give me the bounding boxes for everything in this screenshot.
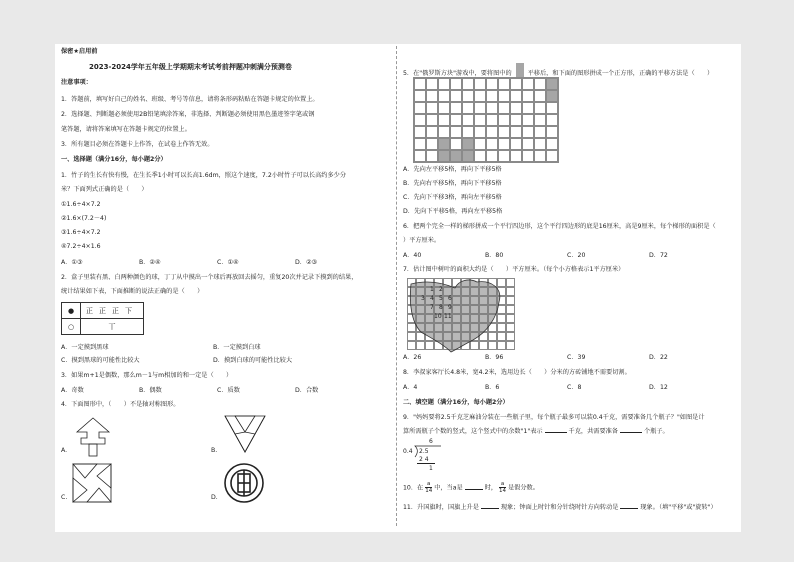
q1-text: 米？下面列式正确的是（ ） (61, 186, 148, 193)
tally-mark: 丅 (108, 322, 116, 331)
grid-cell (438, 114, 450, 126)
grid-cell (534, 114, 546, 126)
q2-text: 2．盒子里装有黑、白两种颜色的球，丁丁从中摸出一个球后再放回去摇匀，重复20次并记录下摸到的结果， (61, 274, 358, 281)
q6-choice-a[interactable]: A．40 (403, 252, 422, 259)
grid-cell (510, 114, 522, 126)
section-heading: 一、选择题（满分16分，每小题2分） (61, 156, 167, 163)
q10-text: 10．在 $\frac{a}{14}$ 中，当a是 时， $\frac{a}{14}$ 是假分数。 (403, 481, 539, 494)
grid-cell (450, 138, 462, 150)
grid-cell (450, 126, 462, 138)
q10-fraction-2: $\frac{a}{14}$ (499, 481, 507, 494)
q7-choice-a[interactable]: A．26 (403, 354, 422, 361)
division-remainder: 1 (429, 465, 433, 472)
q2-tally-table (61, 302, 144, 335)
grid-cell (474, 138, 486, 150)
q8-text: 8．李叔家客厅长4.8米，宽4.2米，选用边长（ ）分米的方砖铺地不需要切割。 (403, 369, 631, 376)
q4-label-b: B. (211, 447, 218, 454)
grid-cell (510, 78, 522, 90)
grid-cell (546, 138, 558, 150)
q2-choice-a[interactable]: A．一定摸到黑球 (61, 344, 109, 351)
grid-cell (438, 90, 450, 102)
secret-label: 保密★启用前 (61, 48, 98, 55)
grid-cell (486, 90, 498, 102)
grid-cell (450, 114, 462, 126)
tally-mark: 正 (99, 306, 112, 315)
q4-figure-b[interactable] (221, 414, 269, 454)
tally-mark: 下 (125, 306, 138, 315)
grid-cell (546, 78, 558, 90)
grid-cell (438, 78, 450, 90)
q3-choice-a[interactable]: A．奇数 (61, 387, 84, 394)
grid-cell (546, 126, 558, 138)
q5-tetris-grid (413, 77, 559, 163)
q1-option: ②1.6×(7.2－4) (61, 215, 107, 222)
leaf-number: 1 (430, 286, 434, 293)
q4-figure-a[interactable] (73, 416, 113, 458)
grid-cell (486, 114, 498, 126)
grid-cell (462, 126, 474, 138)
grid-cell (450, 150, 462, 162)
q4-text: 4．下面图形中，（ ）不是轴对称图形。 (61, 401, 180, 408)
q6-choice-d[interactable]: D．72 (649, 252, 668, 259)
q10-blank-1[interactable] (465, 489, 483, 490)
q6-text: ）平方厘米。 (403, 237, 441, 244)
grid-cell (510, 90, 522, 102)
grid-cell (414, 126, 426, 138)
q6-choice-b[interactable]: B．80 (485, 252, 504, 259)
q1-option: ③1.6÷4×7.2 (61, 229, 101, 236)
q6-choice-c[interactable]: C．20 (567, 252, 586, 259)
grid-cell (474, 150, 486, 162)
q4-figure-d[interactable] (223, 462, 265, 504)
q3-choice-d[interactable]: D．合数 (295, 387, 319, 394)
leaf-shape (407, 278, 515, 354)
grid-cell (546, 150, 558, 162)
q11-blank-1[interactable] (481, 508, 499, 509)
q1-option: ①1.6÷4×7.2 (61, 201, 101, 208)
leaf-number: 9 (448, 304, 452, 311)
grid-cell (510, 150, 522, 162)
q2-text: 统计结果如下表，下面推断的说法正确的是（ ） (61, 288, 204, 295)
black-ball-icon: ● (62, 303, 81, 319)
grid-cell (438, 138, 450, 150)
grid-cell (498, 102, 510, 114)
grid-cell (462, 90, 474, 102)
grid-cell (438, 126, 450, 138)
note-line: 笔答题，请将答案填写在答题卡规定的位置上。 (61, 126, 191, 133)
q7-choice-b[interactable]: B．96 (485, 354, 504, 361)
grid-cell (414, 102, 426, 114)
grid-cell (462, 102, 474, 114)
q3-choice-b[interactable]: B．偶数 (139, 387, 162, 394)
division-quotient: 6 (429, 438, 433, 445)
grid-cell (534, 138, 546, 150)
q11-text: 11．升国旗时，国旗上升是 现象；钟面上时针和分针绕时针方向转动是 现象。（填"平移"或"旋转"） (403, 504, 717, 511)
q10-fraction-1: $\frac{a}{14}$ (425, 481, 433, 494)
leaf-number: 8 (439, 304, 443, 311)
leaf-number: 6 (448, 295, 452, 302)
grid-cell (522, 150, 534, 162)
grid-cell (534, 78, 546, 90)
q3-text: 3．如果m+1是偶数，那么m－1与m相加的和一定是（ ） (61, 372, 233, 379)
grid-cell (462, 78, 474, 90)
q9-blank-1[interactable] (545, 432, 567, 433)
leaf-number: 5 (439, 295, 443, 302)
grid-cell (522, 90, 534, 102)
grid-cell (510, 102, 522, 114)
column-divider (396, 46, 397, 526)
q1-choice-a[interactable]: A．①③ (61, 259, 83, 266)
division-dividend: 2.5 (419, 448, 429, 455)
grid-cell (534, 150, 546, 162)
q4-label-d: D. (211, 494, 218, 501)
division-line (417, 463, 435, 464)
grid-cell (510, 138, 522, 150)
grid-cell (486, 150, 498, 162)
grid-cell (474, 78, 486, 90)
q1-choice-b[interactable]: B．②④ (139, 259, 161, 266)
q8-choice-c[interactable]: C．8 (567, 384, 582, 391)
grid-cell (522, 126, 534, 138)
tally-mark: 正 (112, 306, 125, 315)
q8-choice-d[interactable]: D．12 (649, 384, 668, 391)
q5-choice-b[interactable]: B．先向右平移5格，再向下平移5格 (403, 180, 502, 187)
q8-choice-a[interactable]: A．4 (403, 384, 418, 391)
q7-choice-c[interactable]: C．39 (567, 354, 586, 361)
q9-text: 算所需瓶子个数的竖式，这个竖式中的余数"1"表示 千克，共需要准备 个瓶子。 (403, 428, 669, 435)
q2-choice-d[interactable]: D．摸到白球的可能性比较大 (213, 357, 293, 364)
leaf-number: 11 (444, 313, 452, 320)
grid-cell (450, 90, 462, 102)
grid-cell (438, 102, 450, 114)
q5-choice-a[interactable]: A．先向左平移5格，再向下平移5格 (403, 166, 502, 173)
q8-choice-b[interactable]: B．6 (485, 384, 500, 391)
grid-cell (474, 114, 486, 126)
grid-cell (498, 78, 510, 90)
q9-text: 9．"妈妈要将2.5千克芝麻油分装在一些瓶子里，每个瓶子最多可以装0.4千克，需要准备几个瓶子？"如图是计 (403, 414, 705, 421)
grid-cell (498, 138, 510, 150)
division-product: 2 4 (419, 456, 429, 463)
division-divisor: 0.4 (403, 448, 413, 455)
leaf-number: 7 (430, 304, 434, 311)
grid-cell (450, 102, 462, 114)
exam-page (55, 44, 741, 532)
grid-cell (534, 90, 546, 102)
q4-label-a: A. (61, 447, 68, 454)
grid-cell (486, 78, 498, 90)
grid-cell (462, 150, 474, 162)
grid-cell (522, 102, 534, 114)
leaf-number: 3 (421, 295, 425, 302)
grid-cell (426, 114, 438, 126)
grid-cell (414, 114, 426, 126)
q7-choice-d[interactable]: D．22 (649, 354, 668, 361)
grid-cell (486, 126, 498, 138)
grid-cell (498, 114, 510, 126)
notes-heading: 注意事项： (61, 79, 92, 86)
q2-choice-c[interactable]: C．摸到黑球的可能性比较大 (61, 357, 140, 364)
q5-choice-c[interactable]: C．先向下平移3格，再向左平移5格 (403, 194, 502, 201)
note-line: 1．答题前，填写好自己的姓名、班级、考号等信息，请将条形码粘贴在答题卡规定的位置上。 (61, 96, 319, 103)
grid-cell (426, 102, 438, 114)
grid-cell (498, 150, 510, 162)
grid-cell (450, 78, 462, 90)
grid-cell (486, 102, 498, 114)
q9-blank-2[interactable] (620, 432, 642, 433)
leaf-number: 2 (439, 286, 443, 293)
section-heading: 二、填空题（满分16分，每小题2分） (403, 399, 509, 406)
grid-cell (414, 78, 426, 90)
q5-text: 5．在"俄罗斯方块"游戏中，要将图中的 平移后，和下面的图形拼成一个正方形，正确的平移方法是（ ） (403, 63, 713, 79)
leaf-number: 4 (430, 295, 434, 302)
q3-choice-c[interactable]: C．质数 (217, 387, 240, 394)
grid-cell (546, 90, 558, 102)
grid-cell (486, 138, 498, 150)
q1-text: 1．竹子的生长有快有慢，在生长季1小时可以长高1.6dm，照这个速度，7.2小时竹子可以长高约多少分 (61, 172, 347, 179)
q1-choice-c[interactable]: C．①④ (217, 259, 239, 266)
q1-option: ④7.2÷4×1.6 (61, 243, 101, 250)
grid-cell (522, 138, 534, 150)
grid-cell (498, 126, 510, 138)
q4-figure-c[interactable] (71, 462, 113, 504)
grid-cell (426, 150, 438, 162)
grid-cell (522, 78, 534, 90)
grid-cell (414, 138, 426, 150)
q1-choice-d[interactable]: D．②③ (295, 259, 318, 266)
grid-cell (510, 126, 522, 138)
grid-cell (426, 138, 438, 150)
leaf-number: 10 (434, 313, 442, 320)
grid-cell (474, 126, 486, 138)
grid-cell (438, 150, 450, 162)
q4-label-c: C. (61, 494, 68, 501)
grid-cell (522, 114, 534, 126)
q6-text: 6．把两个完全一样的梯形拼成一个平行四边形，这个平行四边形的底是16厘米，高是9厘米，每个梯形的面积是（ (403, 223, 716, 230)
q5-choice-d[interactable]: D．先向下平移5格，再向左平移5格 (403, 208, 503, 215)
grid-cell (534, 126, 546, 138)
grid-cell (426, 78, 438, 90)
exam-title: 2023-2024学年五年级上学期期末考试考前押题冲刺满分预测卷 (89, 63, 292, 71)
q2-choice-b[interactable]: B．一定摸到白球 (213, 344, 261, 351)
white-ball-icon: ○ (62, 319, 81, 335)
grid-cell (546, 114, 558, 126)
q7-leaf-figure (407, 278, 515, 354)
grid-cell (426, 126, 438, 138)
q9-long-division (403, 438, 447, 478)
tally-mark: 正 (86, 306, 99, 315)
grid-cell (546, 102, 558, 114)
grid-cell (426, 90, 438, 102)
grid-cell (534, 102, 546, 114)
grid-cell (414, 90, 426, 102)
note-line: 2．选择题、判断题必须使用2B铅笔填涂答案，非选择、判断题必须使用黑色墨迹签字笔或钢 (61, 111, 315, 118)
grid-cell (414, 150, 426, 162)
grid-cell (474, 90, 486, 102)
grid-cell (498, 90, 510, 102)
note-line: 3．所有题目必须在答题卡上作答，在试卷上作答无效。 (61, 141, 214, 148)
q11-blank-2[interactable] (620, 508, 638, 509)
q7-text: 7．估计图中树叶的面积大约是（ ）平方厘米。（每个小方格表示1平方厘米） (403, 266, 625, 273)
grid-cell (474, 102, 486, 114)
grid-cell (462, 138, 474, 150)
grid-cell (462, 114, 474, 126)
